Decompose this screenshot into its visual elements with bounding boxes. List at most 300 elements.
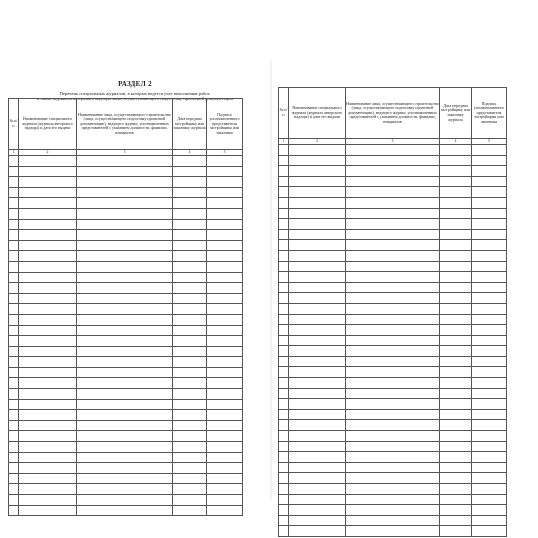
table-cell <box>279 388 289 399</box>
table-cell <box>346 473 440 484</box>
table-row <box>9 357 243 368</box>
table-cell <box>440 420 472 431</box>
table-cell <box>440 484 472 495</box>
table-cell <box>9 304 19 315</box>
table-cell <box>289 208 346 219</box>
table-cell <box>346 441 440 452</box>
table-cell <box>9 240 19 251</box>
table-cell <box>279 187 289 198</box>
table-cell <box>346 388 440 399</box>
table-cell <box>279 494 289 505</box>
table-cell <box>207 420 243 431</box>
header-responsible-person: Наименование лица, осуществляющего строительство (лица, осуществляющего подготовку проектной документации), ведущего журнал, уполномоченных представителей с указанием должности, фамилии, инициалов <box>346 88 440 139</box>
table-cell <box>440 462 472 473</box>
table-cell <box>346 314 440 325</box>
table-cell <box>472 367 507 378</box>
header-number: № п/п <box>279 88 289 139</box>
table-cell <box>289 176 346 187</box>
table-header-row <box>9 99 243 150</box>
table-cell <box>207 346 243 357</box>
table-cell <box>173 272 207 283</box>
table-cell <box>472 325 507 336</box>
table-cell <box>173 304 207 315</box>
table-cell <box>440 473 472 484</box>
table-cell <box>289 420 346 431</box>
table-cell <box>472 261 507 272</box>
table-cell <box>279 240 289 251</box>
table-cell <box>9 442 19 453</box>
table-row <box>279 229 507 240</box>
table-cell <box>279 176 289 187</box>
table-cell <box>9 473 19 484</box>
table-cell <box>207 452 243 463</box>
table-cell <box>346 409 440 420</box>
table-cell <box>346 420 440 431</box>
table-cell <box>472 452 507 463</box>
table-cell <box>472 378 507 389</box>
table-cell <box>289 431 346 442</box>
table-cell <box>207 505 243 516</box>
table-cell <box>9 346 19 357</box>
table-row <box>279 335 507 346</box>
table-row <box>279 431 507 442</box>
table-cell <box>472 145 507 156</box>
table-cell <box>346 219 440 230</box>
table-cell <box>173 187 207 198</box>
table-cell <box>173 389 207 400</box>
table-cell <box>346 145 440 156</box>
table-row <box>279 378 507 389</box>
table-cell <box>440 515 472 526</box>
table-cell <box>440 314 472 325</box>
table-row <box>9 378 243 389</box>
table-cell <box>289 325 346 336</box>
table-cell <box>19 293 77 304</box>
table-cell <box>19 442 77 453</box>
table-cell <box>289 526 346 537</box>
table-row <box>9 240 243 251</box>
table-cell <box>19 283 77 294</box>
column-number: 3 <box>77 150 173 156</box>
table-cell <box>279 526 289 537</box>
table-cell <box>346 367 440 378</box>
table-row <box>279 314 507 325</box>
table-cell <box>289 166 346 177</box>
table-cell <box>207 156 243 167</box>
table-cell <box>9 251 19 262</box>
table-row <box>9 505 243 516</box>
table-cell <box>19 505 77 516</box>
table-cell <box>279 346 289 357</box>
table-cell <box>346 261 440 272</box>
table-cell <box>472 229 507 240</box>
table-cell <box>173 420 207 431</box>
table-cell <box>207 484 243 495</box>
table-cell <box>346 176 440 187</box>
table-cell <box>19 166 77 177</box>
table-cell <box>77 198 173 209</box>
table-cell <box>9 367 19 378</box>
table-cell <box>440 208 472 219</box>
table-row <box>9 283 243 294</box>
table-cell <box>77 346 173 357</box>
table-row <box>279 473 507 484</box>
table-cell <box>440 325 472 336</box>
table-cell <box>77 442 173 453</box>
table-cell <box>346 303 440 314</box>
table-cell <box>440 187 472 198</box>
table-cell <box>440 145 472 156</box>
table-cell <box>207 357 243 368</box>
table-cell <box>472 515 507 526</box>
table-row <box>279 494 507 505</box>
table-cell <box>207 431 243 442</box>
table-cell <box>207 314 243 325</box>
column-number: 1 <box>279 139 289 145</box>
table-cell <box>77 325 173 336</box>
table-cell <box>207 261 243 272</box>
table-cell <box>19 272 77 283</box>
table-cell <box>9 378 19 389</box>
column-number: 4 <box>173 150 207 156</box>
table-row <box>9 293 243 304</box>
table-cell <box>173 198 207 209</box>
table-cell <box>289 367 346 378</box>
table-cell <box>173 230 207 241</box>
table-cell <box>440 335 472 346</box>
table-row <box>9 325 243 336</box>
table-cell <box>279 462 289 473</box>
table-cell <box>19 177 77 188</box>
table-cell <box>440 452 472 463</box>
table-cell <box>289 346 346 357</box>
table-cell <box>279 293 289 304</box>
table-cell <box>207 336 243 347</box>
header-transfer-date: Дата передачи застройщику или заказчику журнала <box>173 99 207 150</box>
table-cell <box>472 314 507 325</box>
table-row <box>9 187 243 198</box>
table-cell <box>346 431 440 442</box>
table-row <box>9 314 243 325</box>
table-cell <box>440 219 472 230</box>
table-row <box>9 251 243 262</box>
table-cell <box>173 399 207 410</box>
table-cell <box>289 145 346 156</box>
table-row <box>279 346 507 357</box>
table-cell <box>173 325 207 336</box>
table-cell <box>289 356 346 367</box>
table-row <box>279 208 507 219</box>
table-cell <box>173 442 207 453</box>
table-cell <box>19 261 77 272</box>
table-cell <box>472 441 507 452</box>
table-cell <box>173 219 207 230</box>
table-cell <box>279 335 289 346</box>
table-cell <box>346 505 440 516</box>
table-cell <box>472 219 507 230</box>
table-row <box>279 462 507 473</box>
table-cell <box>19 251 77 262</box>
column-number: 5 <box>472 139 507 145</box>
table-cell <box>289 240 346 251</box>
table-cell <box>19 219 77 230</box>
table-cell <box>289 282 346 293</box>
table-cell <box>472 409 507 420</box>
table-cell <box>9 452 19 463</box>
table-cell <box>207 208 243 219</box>
table-row <box>9 495 243 506</box>
table-row <box>279 187 507 198</box>
table-cell <box>279 325 289 336</box>
table-cell <box>173 283 207 294</box>
table-cell <box>346 452 440 463</box>
table-cell <box>173 251 207 262</box>
table-cell <box>9 208 19 219</box>
table-cell <box>9 463 19 474</box>
table-cell <box>77 473 173 484</box>
table-row <box>9 346 243 357</box>
table-cell <box>173 367 207 378</box>
header-journal-name: Наименование специального журнала (журнала авторского надзора) и дата его выдачи <box>289 88 346 139</box>
table-cell <box>207 304 243 315</box>
table-row <box>9 177 243 188</box>
table-cell <box>279 314 289 325</box>
table-cell <box>289 303 346 314</box>
table-row <box>279 526 507 537</box>
table-cell <box>173 378 207 389</box>
header-number: № п/п <box>9 99 19 150</box>
table-cell <box>19 473 77 484</box>
table-cell <box>9 420 19 431</box>
table-row <box>9 198 243 209</box>
table-cell <box>19 495 77 506</box>
table-cell <box>207 378 243 389</box>
table-cell <box>289 314 346 325</box>
table-cell <box>9 230 19 241</box>
table-cell <box>346 155 440 166</box>
table-cell <box>207 325 243 336</box>
table-row <box>279 250 507 261</box>
table-cell <box>9 219 19 230</box>
table-cell <box>77 399 173 410</box>
table-cell <box>440 356 472 367</box>
table-cell <box>472 505 507 516</box>
table-row <box>9 420 243 431</box>
table-cell <box>472 240 507 251</box>
table-cell <box>279 303 289 314</box>
table-cell <box>346 240 440 251</box>
table-cell <box>77 505 173 516</box>
table-cell <box>472 431 507 442</box>
table-cell <box>9 357 19 368</box>
table-cell <box>289 250 346 261</box>
table-cell <box>19 410 77 421</box>
table-cell <box>19 399 77 410</box>
table-cell <box>19 357 77 368</box>
table-cell <box>77 357 173 368</box>
table-cell <box>279 208 289 219</box>
table-cell <box>472 166 507 177</box>
table-cell <box>9 410 19 421</box>
table-row <box>279 325 507 336</box>
table-cell <box>279 484 289 495</box>
table-cell <box>9 389 19 400</box>
header-signature: Подпись уполномоченного представителя застройщика или заказчика <box>472 88 507 139</box>
table-cell <box>77 410 173 421</box>
table-row <box>279 484 507 495</box>
table-cell <box>289 494 346 505</box>
table-row <box>9 208 243 219</box>
table-cell <box>173 410 207 421</box>
table-cell <box>346 229 440 240</box>
table-cell <box>173 293 207 304</box>
table-cell <box>19 389 77 400</box>
table-cell <box>472 356 507 367</box>
right-journal-table <box>278 87 507 537</box>
table-cell <box>77 283 173 294</box>
left-page <box>0 58 270 478</box>
right-page <box>272 84 538 504</box>
table-cell <box>279 272 289 283</box>
table-row <box>279 505 507 516</box>
table-cell <box>440 303 472 314</box>
table-cell <box>346 272 440 283</box>
table-cell <box>440 282 472 293</box>
table-cell <box>9 272 19 283</box>
table-cell <box>279 155 289 166</box>
table-cell <box>440 399 472 410</box>
table-row <box>9 156 243 167</box>
table-cell <box>77 389 173 400</box>
table-cell <box>9 399 19 410</box>
table-cell <box>77 314 173 325</box>
table-row <box>279 261 507 272</box>
table-cell <box>289 452 346 463</box>
table-cell <box>472 303 507 314</box>
table-row <box>9 272 243 283</box>
table-row <box>279 219 507 230</box>
table-cell <box>440 176 472 187</box>
table-cell <box>440 155 472 166</box>
table-cell <box>440 441 472 452</box>
table-row <box>279 409 507 420</box>
table-cell <box>173 473 207 484</box>
table-cell <box>346 399 440 410</box>
table-row <box>279 399 507 410</box>
table-row <box>279 293 507 304</box>
table-cell <box>207 389 243 400</box>
table-row <box>279 303 507 314</box>
table-cell <box>207 283 243 294</box>
table-cell <box>279 473 289 484</box>
table-cell <box>279 356 289 367</box>
table-cell <box>77 219 173 230</box>
table-cell <box>207 230 243 241</box>
table-cell <box>77 336 173 347</box>
table-cell <box>77 378 173 389</box>
table-cell <box>19 463 77 474</box>
table-row <box>9 452 243 463</box>
table-cell <box>289 441 346 452</box>
table-cell <box>77 208 173 219</box>
table-row <box>279 145 507 156</box>
table-cell <box>346 378 440 389</box>
table-cell <box>173 495 207 506</box>
table-row <box>279 197 507 208</box>
table-cell <box>289 293 346 304</box>
table-cell <box>279 409 289 420</box>
table-cell <box>207 367 243 378</box>
table-cell <box>9 293 19 304</box>
table-cell <box>173 208 207 219</box>
table-cell <box>289 229 346 240</box>
table-cell <box>279 399 289 410</box>
table-cell <box>77 251 173 262</box>
table-row <box>279 155 507 166</box>
table-cell <box>77 156 173 167</box>
table-cell <box>19 156 77 167</box>
table-cell <box>77 367 173 378</box>
table-cell <box>77 452 173 463</box>
table-cell <box>440 505 472 516</box>
table-cell <box>346 187 440 198</box>
table-row <box>9 166 243 177</box>
table-cell <box>440 197 472 208</box>
table-cell <box>472 250 507 261</box>
table-cell <box>207 198 243 209</box>
table-cell <box>289 388 346 399</box>
table-cell <box>440 346 472 357</box>
header-transfer-date: Дата передачи застройщику или заказчику журнала <box>440 88 472 139</box>
table-cell <box>279 441 289 452</box>
table-cell <box>207 463 243 474</box>
table-cell <box>279 431 289 442</box>
table-cell <box>289 462 346 473</box>
header-signature: Подпись уполномоченного представителя застройщика или заказчика <box>207 99 243 150</box>
table-cell <box>472 282 507 293</box>
table-cell <box>19 314 77 325</box>
table-cell <box>77 187 173 198</box>
table-cell <box>279 197 289 208</box>
table-row <box>9 304 243 315</box>
table-cell <box>173 240 207 251</box>
table-cell <box>77 293 173 304</box>
table-row <box>9 473 243 484</box>
table-cell <box>207 177 243 188</box>
header-responsible-person: Наименование лица, осуществляющего строительство (лица, осуществляющего подготовку проектной документации), ведущего журнал, уполномоченных представителей с указанием должности, фамилии, инициалов <box>77 99 173 150</box>
table-row <box>9 219 243 230</box>
table-cell <box>19 198 77 209</box>
table-cell <box>346 208 440 219</box>
table-cell <box>346 293 440 304</box>
header-journal-name: Наименование специального журнала (журнала авторского надзора) и дата его выдачи <box>19 99 77 150</box>
table-cell <box>440 388 472 399</box>
table-cell <box>207 495 243 506</box>
table-cell <box>19 240 77 251</box>
table-row <box>9 367 243 378</box>
table-cell <box>9 261 19 272</box>
table-cell <box>440 378 472 389</box>
table-cell <box>289 155 346 166</box>
table-cell <box>440 293 472 304</box>
table-cell <box>173 261 207 272</box>
table-cell <box>289 409 346 420</box>
column-number: 3 <box>346 139 440 145</box>
table-cell <box>279 166 289 177</box>
table-cell <box>472 420 507 431</box>
table-cell <box>19 367 77 378</box>
table-cell <box>9 495 19 506</box>
